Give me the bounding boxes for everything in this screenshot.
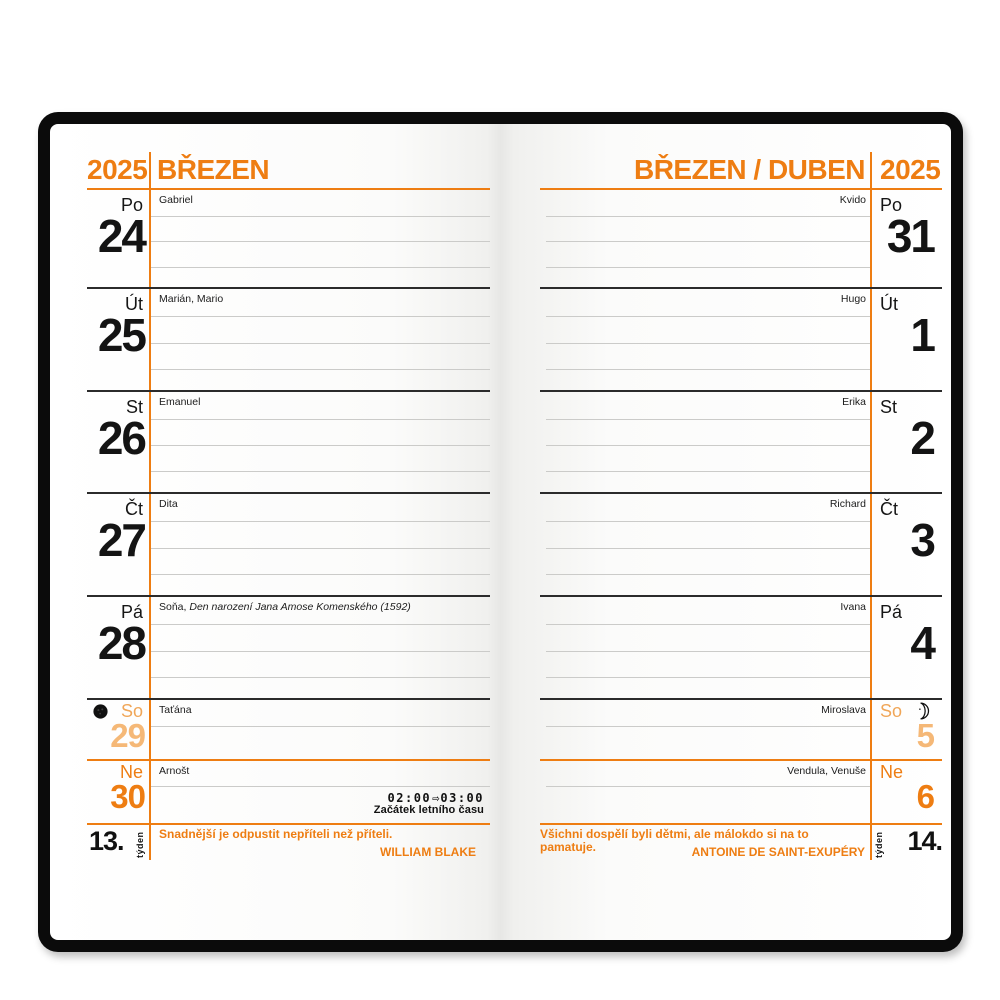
time-change-note [374,792,484,816]
day-column [872,597,942,698]
day-column [872,494,942,595]
ruled-line [546,216,870,217]
ruled-line [546,369,870,370]
day-column [87,700,149,759]
nameday-names: Kvido [839,194,866,206]
ruled-line [546,624,870,625]
ruled-line [151,267,490,268]
ruled-line [546,343,870,344]
day-number: 2 [910,412,934,464]
ruled-line [151,651,490,652]
diary-cover [38,112,963,952]
year-label: 2025 [880,154,941,185]
day-number: 25 [97,309,145,361]
ruled-line [151,548,490,549]
nameday-names: Gabriel [159,194,193,206]
ruled-line [151,241,490,242]
ruled-line [151,786,490,787]
page-header [87,152,490,190]
day-row-tuesday [540,287,942,390]
ruled-line [546,521,870,522]
day-abbr: So [120,701,143,721]
right-arrow-icon: ⇨ [432,791,440,805]
ruled-line [546,786,870,787]
day-abbr: So [880,701,903,721]
day-abbr: Pá [880,602,903,622]
day-column [872,761,942,823]
page-left [87,152,490,862]
nameday-names: Richard [829,498,866,510]
ruled-line [546,726,870,727]
nameday-names: Emanuel [159,396,201,408]
day-column [87,597,149,698]
quote-text: Snadnější je odpustit nepříteli než příteli. [159,827,393,841]
month-label: BŘEZEN / DUBEN [633,154,865,185]
quote-author: ANTOINE DE SAINT-EXUPÉRY [691,845,865,859]
nameday-names: Dita [159,498,178,510]
ruled-line [546,471,870,472]
ruled-line [151,574,490,575]
week-label: týden [135,831,145,858]
day-number: 27 [97,514,145,566]
day-number: 26 [97,412,145,464]
day-row-monday [87,190,490,287]
ruled-line [151,521,490,522]
day-row-tuesday [87,287,490,390]
ruled-line [151,624,490,625]
day-row-friday [87,595,490,698]
ruled-line [546,267,870,268]
day-column [87,761,149,823]
ruled-line [546,316,870,317]
week-label: týden [874,831,884,858]
quote-author: WILLIAM BLAKE [380,845,476,859]
year-label: 2025 [87,154,148,185]
day-column [87,392,149,492]
day-number: 29 [110,717,145,754]
day-number: 4 [910,617,934,669]
day-column [87,190,149,287]
day-number: 1 [910,309,934,361]
day-number: 3 [910,514,934,566]
ruled-line [151,471,490,472]
ruled-line [151,369,490,370]
week-number: 13. [89,826,124,856]
day-row-saturday [87,698,490,759]
day-row-thursday [87,492,490,595]
day-row-thursday [540,492,942,595]
ruled-line [546,677,870,678]
ruled-line [546,445,870,446]
day-number: 6 [916,778,934,815]
page-footer [87,823,490,860]
time-change-label: Začátek letního času [373,804,484,816]
nameday-names: Ivana [840,601,866,613]
ruled-line [151,343,490,344]
day-row-wednesday [87,390,490,492]
day-row-wednesday [540,390,942,492]
day-abbr: Po [120,195,143,215]
new-moon-icon [92,703,109,725]
day-row-saturday [540,698,942,759]
day-column [872,289,942,390]
nameday-names: Arnošt [159,765,190,777]
day-abbr: Po [880,195,903,215]
ruled-line [546,241,870,242]
day-column [872,700,942,759]
day-row-monday [540,190,942,287]
day-row-friday [540,595,942,698]
ruled-line [151,677,490,678]
nameday-names: Miroslava [821,704,866,716]
day-number: 24 [97,210,145,262]
ruled-line [546,419,870,420]
nameday-names: Vendula, Venuše [787,765,866,777]
day-column [872,190,942,287]
nameday-names: Marián, Mario [159,293,224,305]
month-label: BŘEZEN [157,154,270,185]
nameday-names: Taťána [159,704,192,716]
day-abbr: Čt [880,499,898,519]
day-abbr: St [125,397,143,417]
birthday-note: Den narození Jana Amose Komenského (1592) [189,601,411,613]
day-row-sunday [540,759,942,823]
ruled-line [151,316,490,317]
day-abbr: Ne [119,762,143,782]
week-number: 14. [907,826,942,856]
day-column [87,494,149,595]
nameday-names: Soňa, Den narození Jana Amose Komenského (1592) [159,601,411,613]
day-number: 28 [97,617,145,669]
ruled-line [546,548,870,549]
day-abbr: Ne [880,762,904,782]
day-column [872,392,942,492]
quote-text: Všichni dospělí byli dětmi, ale málokdo si na to pamatuje. [540,827,809,854]
day-number: 31 [886,210,934,262]
diary-pages [50,124,951,940]
day-number: 5 [916,717,934,754]
ruled-line [151,419,490,420]
nameday-names: Hugo [840,293,866,305]
ruled-line [151,445,490,446]
page-header [540,152,942,190]
ruled-line [151,216,490,217]
ruled-line [151,726,490,727]
day-abbr: Čt [125,499,143,519]
day-abbr: Út [880,294,898,314]
ruled-line [546,574,870,575]
time-change-times: 02:00⇨03:00 [387,791,484,805]
page-footer [540,823,942,860]
day-column [87,289,149,390]
day-abbr: Pá [120,602,143,622]
day-abbr: Út [125,294,143,314]
nameday-names: Erika [842,396,866,408]
day-row-sunday [87,759,490,823]
ruled-line [546,651,870,652]
page-right [540,152,942,862]
day-abbr: St [880,397,898,417]
day-number: 30 [110,778,145,815]
